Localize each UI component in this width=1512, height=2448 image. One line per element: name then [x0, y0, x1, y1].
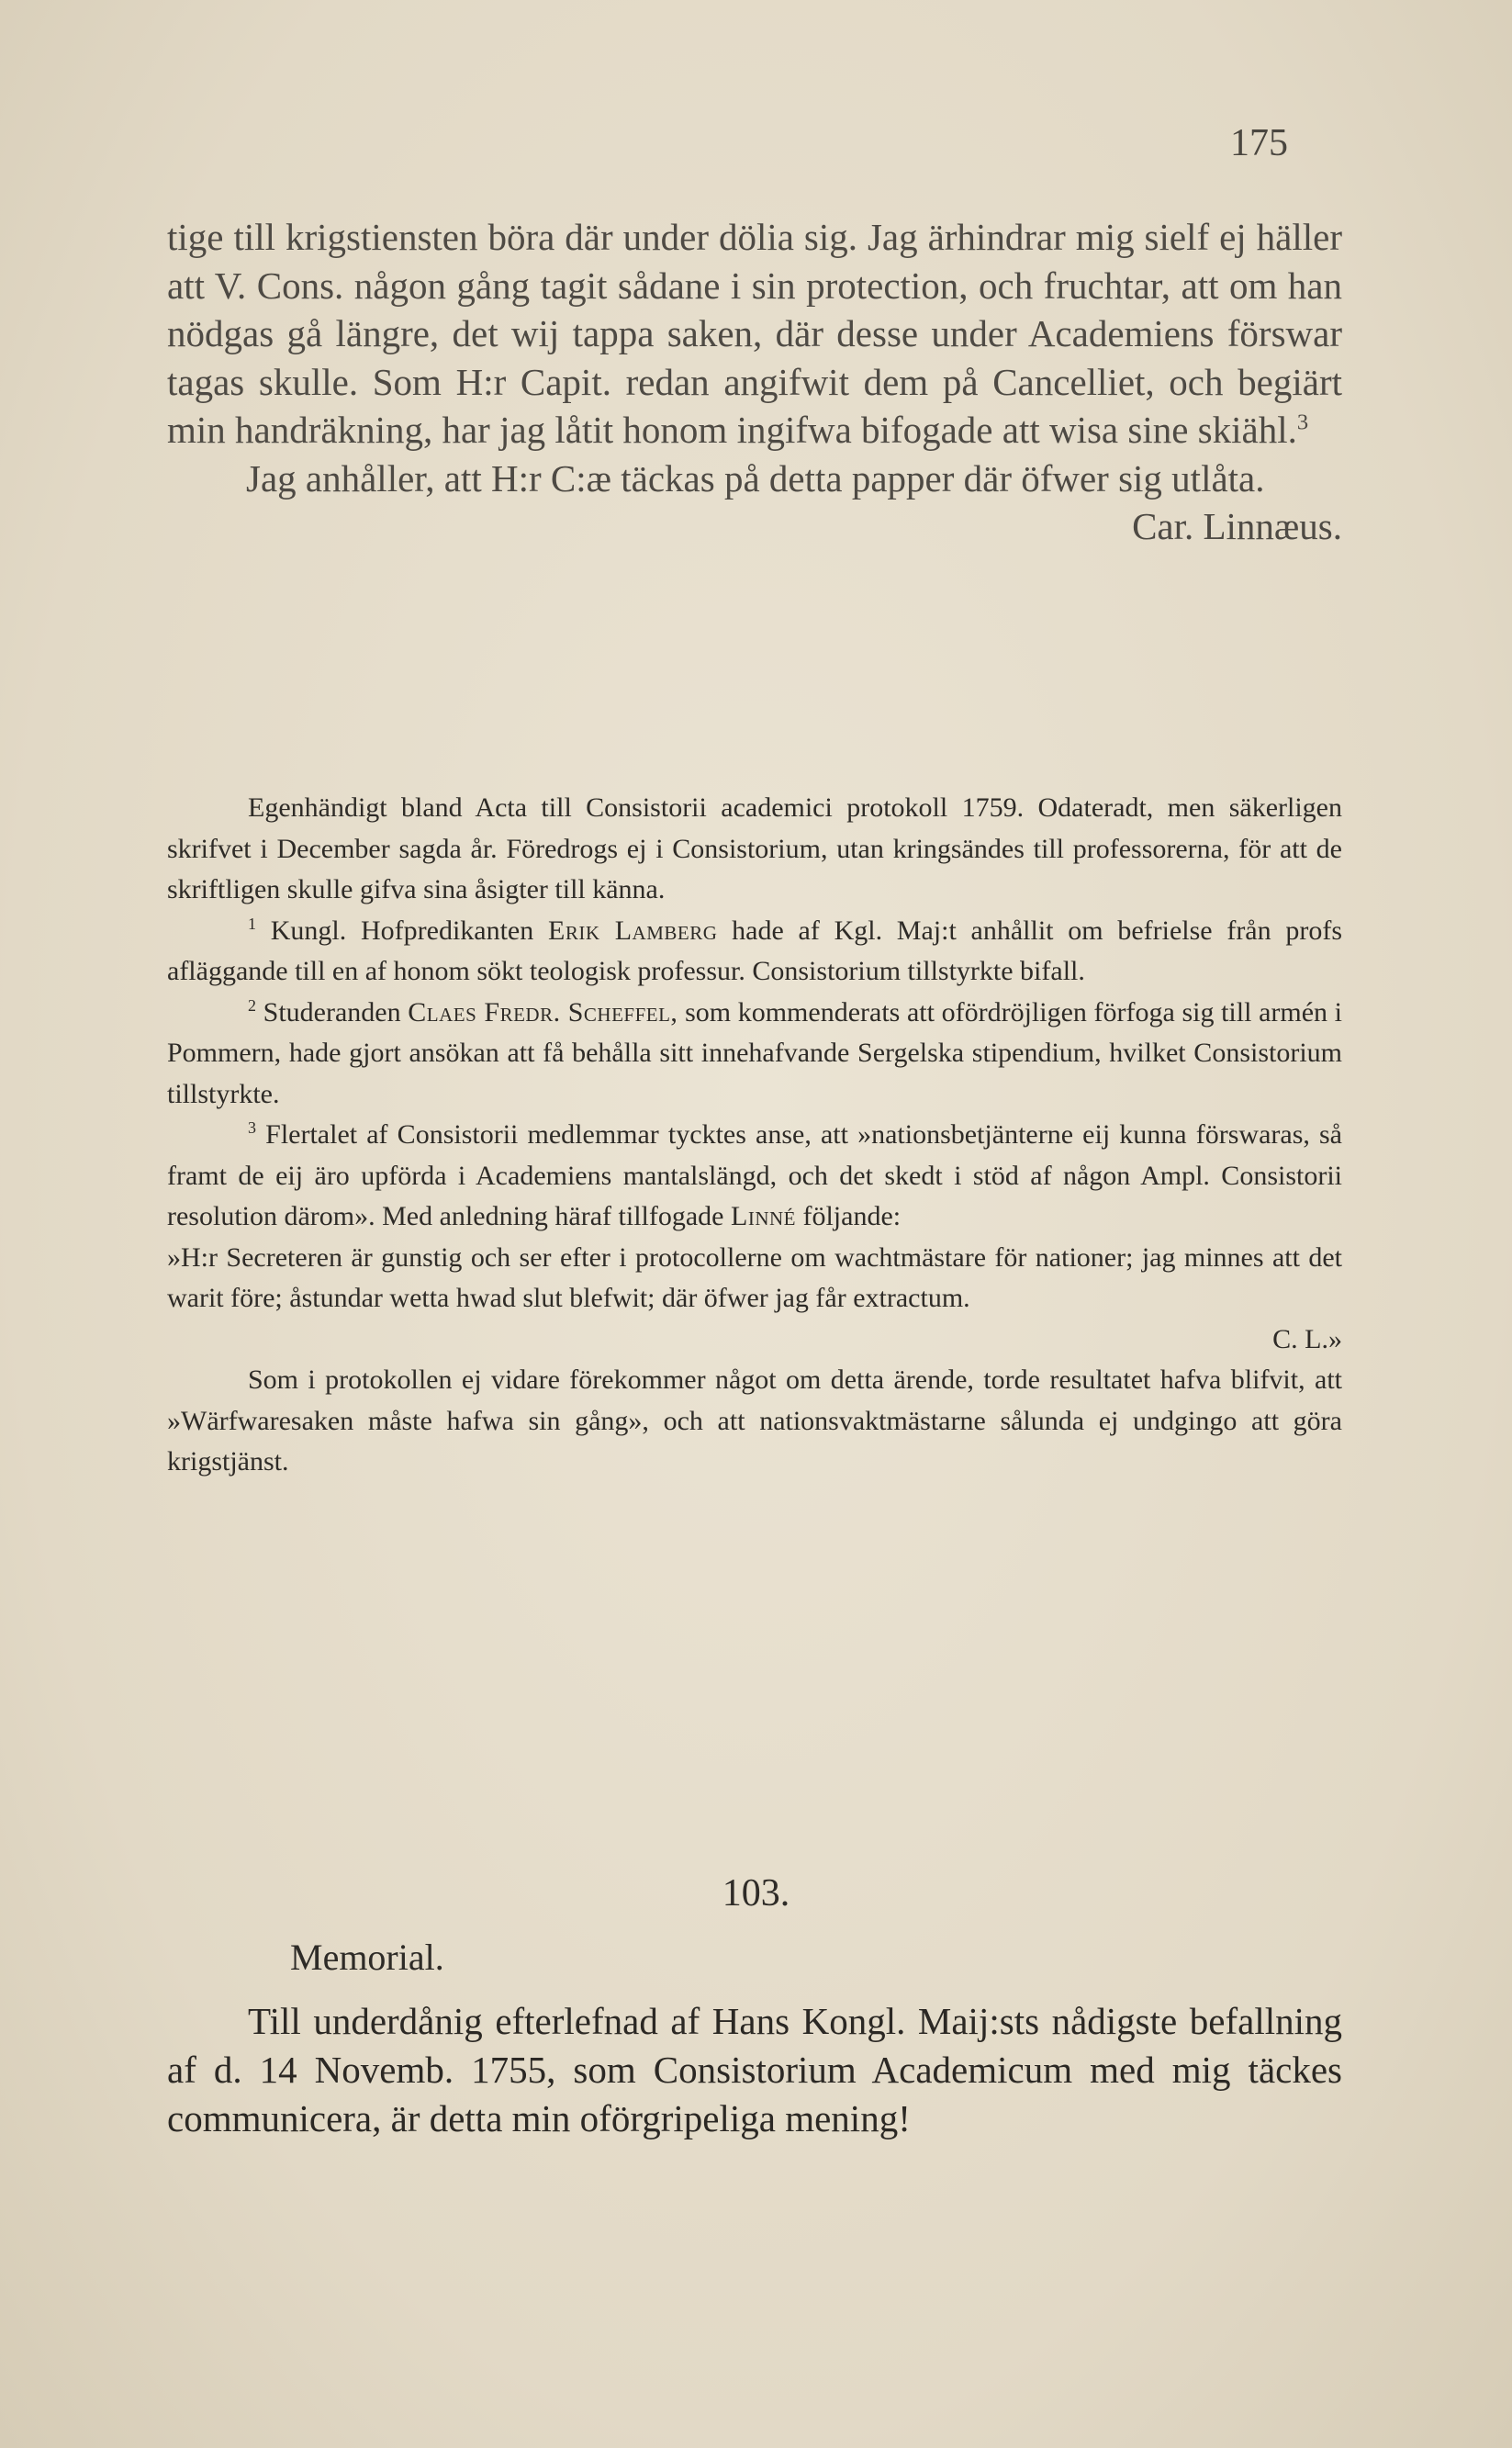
person-name: Linné [731, 1201, 796, 1231]
letter-body [167, 213, 1342, 551]
footnote-text: följande: [802, 1201, 902, 1231]
footnote-text: som kommenderats att ofördröjligen förfoga sig till armén i Pommern, hade gjort ansökan att få behålla sitt innehafvande Sergelska stipendium, hvilket Consistorium tillstyrkte. [167, 996, 1343, 1109]
memorial-paragraph: Till underdånig efterlefnad af Hans Kongl. Maij:sts nådigste befallning af d. 14 Novemb. 1755, som Consistorium Academicum med mig täckes communicera, är detta min oförgripeliga mening! [167, 2000, 1342, 2139]
document-number: 103. [722, 1872, 790, 1915]
person-name: Erik Lamberg [548, 915, 718, 946]
letter-paragraph [167, 213, 1342, 455]
memorial-body [167, 1997, 1342, 2143]
footnote-number: 2 [248, 995, 256, 1015]
footnote-ref: 3 [1296, 410, 1309, 435]
footnote-number: 3 [248, 1118, 256, 1137]
editorial-notes [167, 788, 1342, 1483]
person-name: Claes Fredr. Scheffel, [408, 996, 678, 1027]
footnote-2 [167, 993, 1342, 1116]
quoted-note: »H:r Secreteren är gunstig och ser efter i protocollerne om wachtmästare för nationer; jag minnes att det warit före; åstundar wetta hwad slut blefwit; där öfwer jag får extractum. [167, 1241, 1342, 1313]
closing-note: Som i protokollen ej vidare förekommer något om detta ärende, torde resultatet hafva blifvit, att »Wärfwaresaken måste hafwa sin gång», och att nationsvaktmästarne sålunda ej undgingo att göra krigstjänst. [167, 1364, 1342, 1477]
footnote-number: 1 [248, 914, 256, 933]
quote-signature: C. L.» [1272, 1323, 1342, 1354]
section-heading: Memorial. [290, 1937, 444, 1978]
letter-paragraph-text: tige till krigstiensten böra där under dölia sig. Jag ärhindrar mig sielf ej häller att V. Cons. någon gång tagit sådane i sin protection, och fruchtar, att om han nödgas gå längre, det wij tappa saken, där desse under Academiens förswar tagas skulle. Som H:r Capit. redan angifwit dem på Cancelliet, och begiärt min handräkning, har jag låtit honom ingifwa bifogade att wisa sine skiähl. [167, 216, 1342, 451]
letter-paragraph: Jag anhåller, att H:r C:æ täckas på detta papper där öfwer sig utlåta. [246, 456, 1265, 500]
footnote-text: Studeranden [263, 996, 401, 1027]
footnote-1 [167, 911, 1342, 993]
page-number: 175 [1230, 122, 1288, 164]
source-note: Egenhändigt bland Acta till Consistorii academici protokoll 1759. Odateradt, men säkerligen skrifvet i December sagda år. Föredrogs ej i Consistorium, utan kringsändes till professorerna, för att de skriftligen skulle gifva sina åsigter till känna. [167, 792, 1342, 904]
footnote-3 [167, 1115, 1342, 1238]
letter-signature: Car. Linnæus. [1132, 505, 1342, 547]
footnote-text: hade af Kgl. Maj:t anhållit om befrielse från profs afläggande till en af honom sökt teologisk professur. Consistorium tillstyrkte bifall. [167, 915, 1343, 986]
footnote-text: Flertalet af Consistorii medlemmar tycktes anse, att »nationsbetjänterne eij kunna förswaras, så framt de eij äro upförda i Academiens mantalslängd, och det skedt i stöd af någon Ampl. Consistorii resolution därom». Med anledning häraf tillfogade [167, 1119, 1342, 1231]
footnote-text: Kungl. Hofpredikanten [270, 915, 534, 946]
